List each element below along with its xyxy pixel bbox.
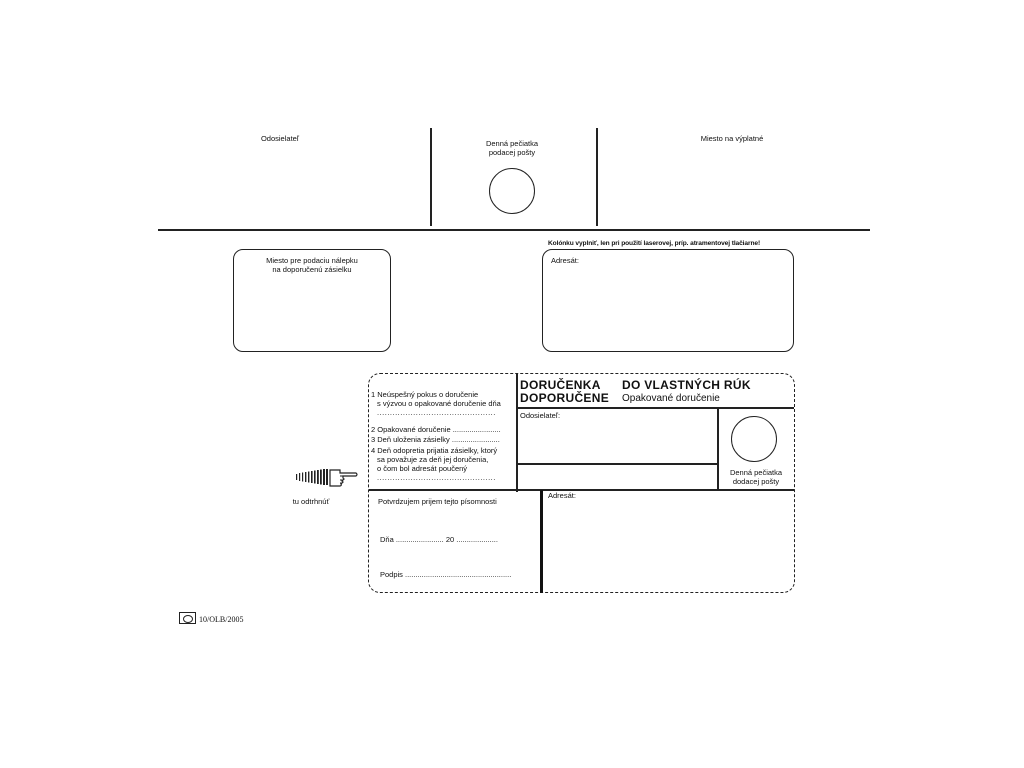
confirm-title: Potvrdzujem prijem tejto písomnosti [378, 497, 497, 506]
stamp-label-line2: podacej pošty [488, 148, 536, 157]
divider-top-2 [596, 128, 598, 226]
form-code: 10/OLB/2005 [199, 615, 244, 624]
card-sender-label: Odosielateľ: [520, 411, 561, 420]
note-1-dots: .............................................. [377, 408, 496, 417]
card-stamp-line2: dodacej pošty [732, 477, 780, 486]
note-1-line1: 1 Neúspešný pokus o doručenie [371, 390, 479, 399]
stamp-circle-top [489, 168, 535, 214]
confirm-signature: Podpis ................................................... [380, 570, 512, 579]
note-2: 2 Opakované doručenie ....................... [371, 425, 501, 434]
top-separator [158, 229, 870, 231]
pointing-hand-icon [296, 466, 358, 488]
logo-icon [179, 612, 196, 624]
note-4-line1: 4 Deň odopretia prijatia zásielky, ktorý [371, 446, 498, 455]
card-stamp-line1: Denná pečiatka [729, 468, 783, 477]
note-4-dots: .............................................. [377, 473, 496, 482]
addressee-label-mid: Adresát: [551, 256, 579, 265]
card-sender-line [517, 463, 717, 465]
card-title-bottom [517, 407, 794, 409]
confirm-date: Dňa ....................... 20 .................... [380, 535, 498, 544]
title-opakovane: Opakované doručenie [622, 393, 720, 404]
card-addressee-label: Adresát: [548, 491, 576, 500]
title-vlastnych-ruk: DO VLASTNÝCH RÚK [622, 378, 751, 392]
title-dorucenka: DORUČENKA [520, 378, 601, 392]
stamp-label-line1: Denná pečiatka [485, 139, 539, 148]
tear-label: tu odtrhnúť [292, 497, 330, 506]
card-notes-bottom [369, 489, 517, 491]
note-4-line3: o čom bol adresát poučený [377, 464, 468, 473]
card-divider-notes [516, 374, 518, 492]
printer-note: Kolónku vyplniť, len pri použití laserovej, príp. atramentovej tlačiarne! [548, 240, 761, 247]
sticker-label-line1: Miesto pre podaciu nálepku [266, 256, 358, 265]
card-divider-thick [540, 490, 543, 593]
note-3: 3 Deň uloženia zásielky ....................... [371, 435, 500, 444]
fee-label: Miesto na výplatné [700, 134, 764, 143]
note-4-line2: sa považuje za deň jej doručenia, [377, 455, 489, 464]
title-doporucene: DOPORUČENE [520, 391, 610, 405]
sticker-label-line2: na doporučenú zásielku [272, 265, 352, 274]
note-1-line2: s výzvou o opakované doručenie dňa [377, 399, 501, 408]
divider-top-1 [430, 128, 432, 226]
addressee-box [542, 249, 794, 352]
stamp-circle-card [731, 416, 777, 462]
sender-label-top: Odosielateľ [260, 134, 300, 143]
